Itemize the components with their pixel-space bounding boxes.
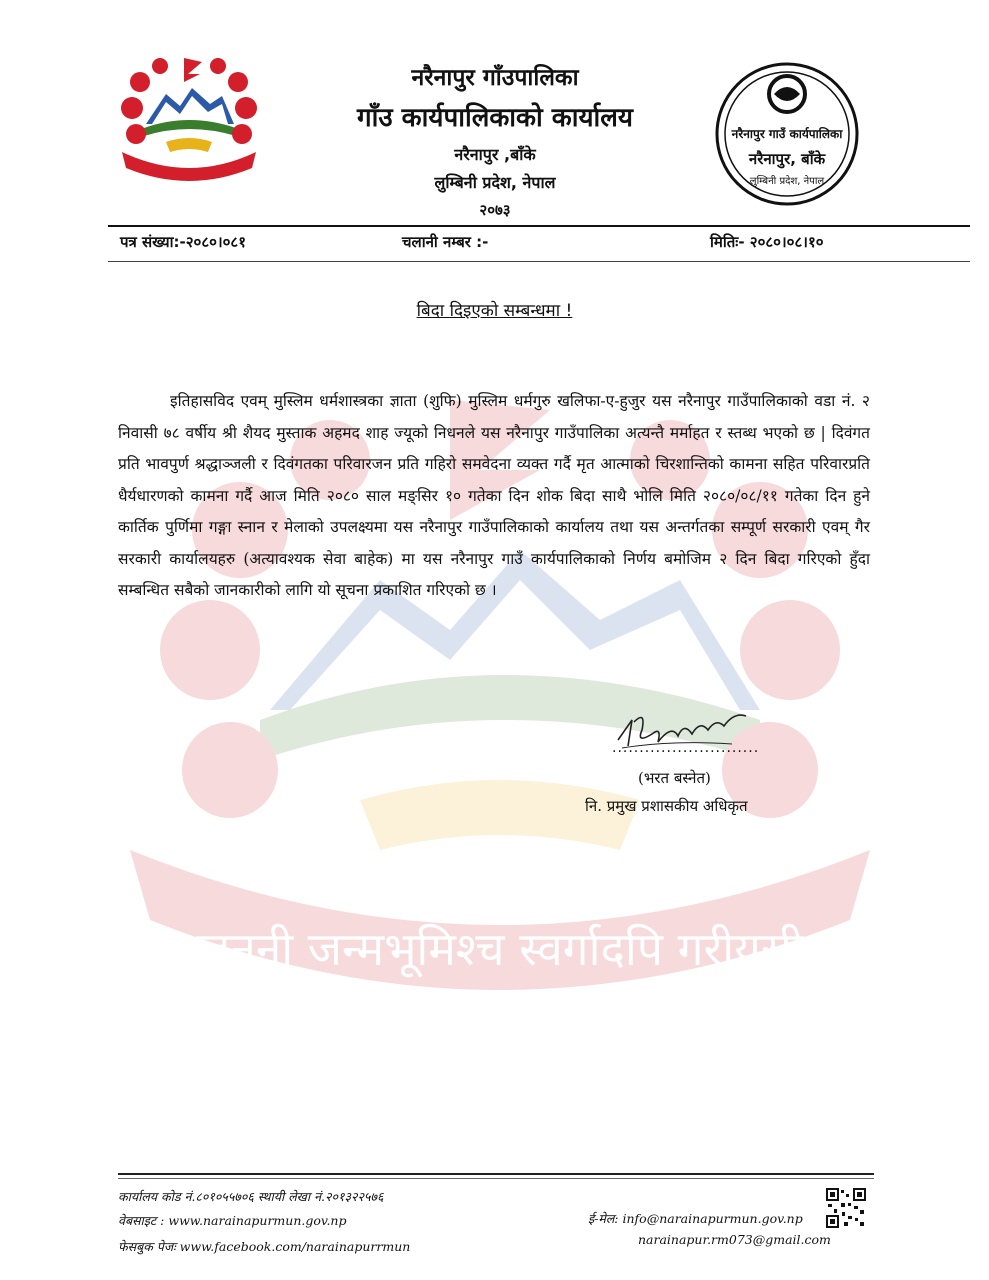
header-divider bbox=[108, 225, 970, 227]
subject-line bbox=[0, 298, 989, 321]
signature-line: ........................... bbox=[612, 740, 760, 756]
established-year: २०७३ bbox=[479, 201, 511, 219]
qr-code-icon bbox=[826, 1188, 866, 1228]
watermark-motto: जननी जन्मभूमिश्च स्वर्गादपि गरीयसी bbox=[196, 922, 804, 976]
email-primary[interactable]: ई-मेल: info@narainapurmun.gov.np bbox=[588, 1211, 803, 1226]
facebook-link[interactable]: फेसबुक पेजः www.facebook.com/narainapurrmun bbox=[118, 1239, 411, 1254]
footer-divider-thin bbox=[118, 1178, 874, 1179]
email-secondary[interactable]: narainapur.rm073@gmail.com bbox=[638, 1232, 831, 1247]
signatory-title: नि. प्रमुख प्रशासकीय अधिकृत bbox=[585, 797, 748, 815]
office-name: गाँउ कार्यपालिकाको कार्यालय bbox=[357, 103, 633, 133]
stamp-text-top: नरैनापुर गाउँ कार्यपालिका bbox=[731, 127, 843, 141]
stamp-text-mid: नरैनापुर, बाँके bbox=[748, 150, 826, 168]
signatory-name: (भरत बस्नेत) bbox=[638, 769, 711, 787]
dispatch-number: चलानी नम्बर :- bbox=[402, 233, 489, 251]
refline-divider bbox=[108, 261, 970, 262]
subject-text: बिदा दिइएको सम्बन्धमा ! bbox=[416, 301, 573, 321]
office-code: कार्यालय कोड नं.८०१०५५७०६ स्थायी लेखा नं.२०१३२२५७६ bbox=[118, 1189, 384, 1204]
notice-body: इतिहासविद एवम् मुस्लिम धर्मशास्त्रका ज्ञाता (शुफि) मुस्लिम धर्मगुरु खलिफा-ए-हुजुर यस नरैनापुर गाउँपालिकाको वडा नं. २ निवासी ७८ वर्षीय श्री शैयद मुस्ताक अहमद शाह ज्यूको निधनले यस नरैनापुर गाउँपालिका अत्यन्तै मर्माहत र स्तब्ध भएको छ | दिवंगत प्रति भावपुर्ण श्रद्धाञ्जली र दिवंगतका परिवारजन प्रति गहिरो समवेदना व्यक्त गर्दै मृत आत्माको चिरशान्तिको कामना सहित परिवारप्रति धैर्यधारणको कामना गर्दै आज मिति २०८० साल मङ्सिर १० गतेका दिन शोक बिदा साथै भोलि मिति २०८०/०८/११ गतेका दिन हुने कार्तिक पुर्णिमा गङ्गा स्नान र मेलाको उपलक्ष्यमा यस नरैनापुर गाउँपालिकाको कार्यालय तथा यस अन्तर्गतका सम्पूर्ण सरकारी एवम् गैर सरकारी कार्यालयहरु (अत्यावश्यक सेवा बाहेक) मा यस नरैनापुर गाउँ कार्यपालिकाको निर्णय बमोजिम २ दिन बिदा गरिएको हुँदा सम्बन्धित सबैको जानकारीको लागि यो सूचना प्रकाशित गरिएको छ । bbox=[118, 392, 870, 599]
letter-number: पत्र संख्या:-२०८०।०८१ bbox=[120, 233, 247, 251]
office-stamp bbox=[712, 60, 862, 208]
nepal-emblem bbox=[118, 52, 260, 184]
municipality-name: नरैनापुर गाँउपालिका bbox=[411, 65, 579, 91]
address-line-2: लुम्बिनी प्रदेश, नेपाल bbox=[434, 173, 556, 192]
footer-divider bbox=[118, 1173, 874, 1175]
website-link[interactable]: वेबसाइट : www.narainapurmun.gov.np bbox=[118, 1213, 347, 1228]
letter-date: मितिः- २०८०।०८।१० bbox=[710, 233, 824, 251]
stamp-text-bottom: लुम्बिनी प्रदेश, नेपाल bbox=[749, 176, 825, 187]
address-line-1: नरैनापुर ,बाँके bbox=[454, 145, 536, 164]
